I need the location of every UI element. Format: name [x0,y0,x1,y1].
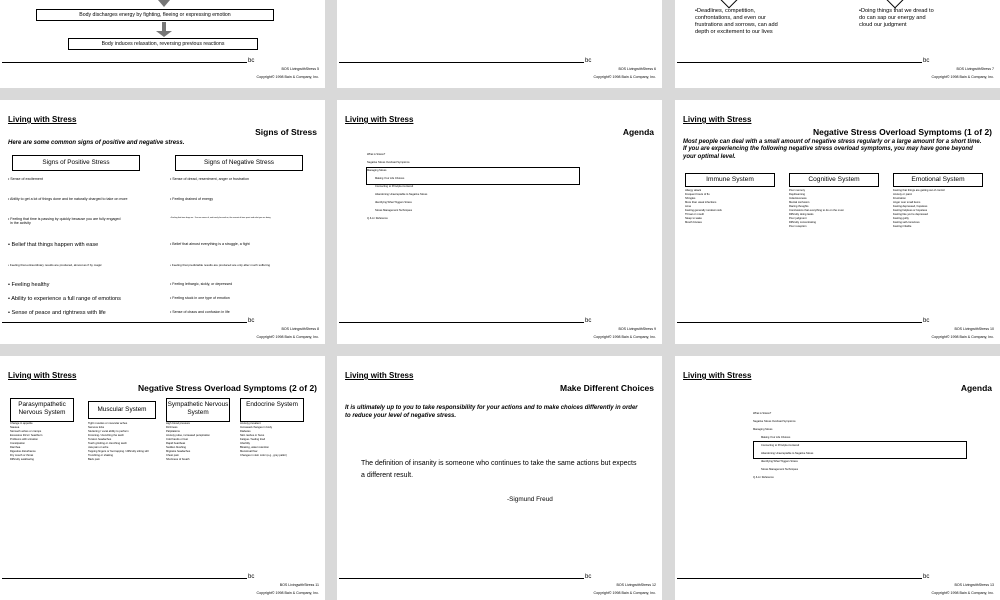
quote-text: The definition of insanity is someone who continues to take the same actions but expects a different result. [361,460,637,479]
sympathetic-symptoms-list: High blood pressure Dizziness Palpitations Anxiety pulse, increased perspiration Cold hands or feet Rapid heartbeat Sudden blushing Migraine headaches Chest pain Shortness of breath [166,422,210,461]
endocrine-symptoms-list: Anxiety prevalent Increased changes in body Diabetes Skin rashes or hives Fatigue / feeling tired Infertility Bloating, water retention Menstrual flow Changes in skin color (e.g., grey pallor) [240,422,287,457]
agenda-item: Q & A / Reference [367,217,388,220]
agenda-item: Making Your Life Choices [375,177,405,180]
footer-meta: BOS LivingwithStress 6 [618,67,656,71]
footer-copyright: Copyright© 1998 Bain & Company, Inc. [256,591,319,595]
slide-10[interactable] [675,100,1000,344]
positive-sign: • Belief that things happen with ease [8,242,99,248]
slide-title: Living with Stress [8,115,77,124]
footer-meta: BOS LivingwithStress 12 [616,583,656,587]
footer-meta: BOS LivingwithStress 9 [618,327,656,331]
negative-sign: • Feeling that time drags on - You are aware of, and overly focused on, the amount of time spent and what you are doing [170,217,271,219]
immune-system-header: Immune System [685,173,775,187]
footer-copyright: Copyright© 1998 Bain & Company, Inc. [931,75,994,79]
agenda-item: Connecting to Principle-Centered [761,444,800,447]
footer-bc: bc [585,318,592,324]
negative-sign: • Feeling drained of energy [170,197,214,201]
muscular-header: Muscular System [88,401,156,419]
footer-copyright: Copyright© 1998 Bain & Company, Inc. [931,591,994,595]
positive-sign: • Sense of excitement [8,177,43,181]
agenda-item: Q & A / Reference [753,476,774,479]
footer-meta: BOS LivingwithStress 7 [956,67,994,71]
footer-bc: bc [248,318,255,324]
slide-title: Living with Stress [8,371,77,380]
footer-bc: bc [923,58,930,64]
parasympathetic-header: Parasympathetic Nervous System [10,398,74,422]
flow-box-1: Body discharges energy by fighting, fleeing or expressing emotion [36,9,274,21]
slide-intro: Here are some common signs of positive and negative stress. [8,140,185,146]
footer-bc: bc [585,574,592,580]
positive-sign: • Sense of peace and rightness with life [8,310,106,316]
footer-bc: bc [248,574,255,580]
positive-sign: • Feeling that time is passing by quickly because you are fully engaged in the activity [8,217,121,225]
slide-7[interactable] [675,0,1000,88]
agenda-item: Negative Stress Overload Symptoms [367,161,410,164]
footer-meta: BOS LivingwithStress 13 [954,583,994,587]
quote-author: -Sigmund Freud [507,496,553,503]
footer-copyright: Copyright© 1998 Bain & Company, Inc. [931,335,994,339]
agenda-item: Abandoning Unacceptable to Negative Stress [375,193,428,196]
footer-copyright: Copyright© 1998 Bain & Company, Inc. [593,591,656,595]
footer-meta: BOS LivingwithStress 8 [281,327,319,331]
agenda-item: Managing Stress [753,428,773,431]
slide-heading: Agenda [960,383,992,393]
footer-meta: BOS LivingwithStress 10 [954,327,994,331]
positive-sign: • Ability to get a lot of things done and be naturally charged to take on more [8,197,128,201]
emotional-symptoms-list: Feeling that things are getting out of control Anxiety or panic Frustration Anger over small items Feeling depressed, hopeless Feeling helpless or hopeless Feeling like you're depressed Feeling guilty Feeling self-conscious Feeling irritable [893,189,945,228]
negative-sign: • Feeling that predictable results are produced are only after much suffering [170,263,271,267]
agenda-item: What is Stress? [753,412,772,415]
agenda-item: Making Your Life Choices [761,436,791,439]
positive-sign: • Feeling that extraordinary results are produced, almost as if by magic [8,263,102,267]
slide-heading: Signs of Stress [255,127,317,137]
slide-title: Living with Stress [683,371,752,380]
agenda-item: Connecting to Principle-Centered [375,185,414,188]
slide-heading: Negative Stress Overload Symptoms (2 of 2) [137,383,317,393]
positive-sign: • Ability to experience a full range of emotions [8,296,121,302]
negative-sign: • Belief that almost everything is a struggle, a fight [170,242,250,246]
parasympathetic-symptoms-list: Change in appetite Nausea Stomach aches or cramps Excessive thirst / heartburn Problems with urination Constipation Diarrhea Digestive disturbance Dry mouth or throat Difficulty swallowing [10,422,43,461]
negative-stress-text: •Doing things that we dread to do can sap our energy and cloud our judgment [859,8,934,28]
footer-bc: bc [923,318,930,324]
footer-copyright: Copyright© 1998 Bain & Company, Inc. [256,335,319,339]
agenda-item: Identifying What Triggers Stress [761,460,798,463]
emotional-system-header: Emotional System [893,173,983,187]
slide-5[interactable] [0,0,325,88]
positive-stress-text: •Deadlines, competition, confrontations, and even our frustrations and sorrows, can add depth or excitement to our lives [695,8,778,35]
slide-heading: Agenda [622,127,654,137]
negative-sign: • Sense of chaos and confusion in life [170,310,230,314]
slide-heading: Negative Stress Overload Symptoms (1 of 2) [812,127,992,137]
slide-intro: Most people can deal with a small amount of negative stress regularly or a large amount for a short time. If you are experiencing the following negative stress overload symptoms, you may have gone beyond your optimal level. [683,139,982,160]
positive-sign: • Feeling healthy [8,282,50,288]
flow-arrowhead-2 [156,31,172,37]
slide-9[interactable] [337,100,662,344]
flow-box-2: Body induces relaxation, reversing previous reactions [68,38,258,50]
cognitive-system-header: Cognitive System [789,173,879,187]
footer-bc: bc [585,58,592,64]
slide-12[interactable] [337,356,662,600]
agenda-item: Managing Stress [367,169,387,172]
footer-meta: BOS LivingwithStress 11 [279,583,319,587]
slide-heading: Make Different Choices [560,383,654,393]
agenda-item: Stress Management Techniques [761,468,799,471]
slide-8[interactable] [0,100,325,344]
negative-sign: • Sense of dread, resentment, anger or frustration [170,177,249,181]
cognitive-symptoms-list: Poor memory Daydreaming Indecisiveness Mental confusion Racing thoughts Conclusions that everything to do on the must Difficulty doing tasks Poor judgment Difficulty concentrating Poor reception [789,189,844,228]
agenda-item: Stress Management Techniques [375,209,413,212]
slide-6[interactable] [337,0,662,88]
footer-copyright: Copyright© 1998 Bain & Company, Inc. [593,75,656,79]
negative-stress-header: Signs of Negative Stress [175,155,303,171]
muscular-symptoms-list: Tight muscles or muscular aches Nervous ticks Stuttering / vocal ability to perform Frowning / clenching the teeth Tension headaches Teeth grinding or clenching teeth Jaw pain or ache Tapping fingers or foot tapping / difficulty sitting still Trembling or shaking Back pain [88,422,149,461]
agenda-item: Abandoning Unacceptable to Negative Stress [761,452,814,455]
agenda-highlight-box [366,167,580,185]
immune-symptoms-list: Allergy attack Frequent bouts of flu Shingles More than usual infections Acne Feeling generally rundown sick Throat or mouth Sleep to wake Mouth bruises [685,189,722,224]
endocrine-header: Endocrine System [240,398,304,422]
agenda-item: Negative Stress Overload Symptoms [753,420,796,423]
agenda-item: Identifying What Triggers Stress [375,201,412,204]
positive-stress-header: Signs of Positive Stress [12,155,140,171]
sympathetic-header: Sympathetic Nervous System [166,398,230,422]
flow-arrow-1 [158,0,170,7]
slide-intro: It is ultimately up to you to take responsibility for your actions and to make choices differently in order to reduce your level of negative stress. [345,405,638,419]
slide-title: Living with Stress [345,371,414,380]
footer-copyright: Copyright© 1998 Bain & Company, Inc. [593,335,656,339]
footer-bc: bc [248,58,255,64]
negative-sign: • Feeling lethargic, sickly, or depressed [170,282,233,286]
footer-copyright: Copyright© 1998 Bain & Company, Inc. [256,75,319,79]
slide-title: Living with Stress [683,115,752,124]
slide-11[interactable] [0,356,325,600]
slide-title: Living with Stress [345,115,414,124]
footer-meta: BOS LivingwithStress 5 [281,67,319,71]
slide-13[interactable] [675,356,1000,600]
agenda-item: What is Stress? [367,153,386,156]
negative-sign: • Feeling stuck in one type of emotion [170,296,230,300]
footer-bc: bc [923,574,930,580]
